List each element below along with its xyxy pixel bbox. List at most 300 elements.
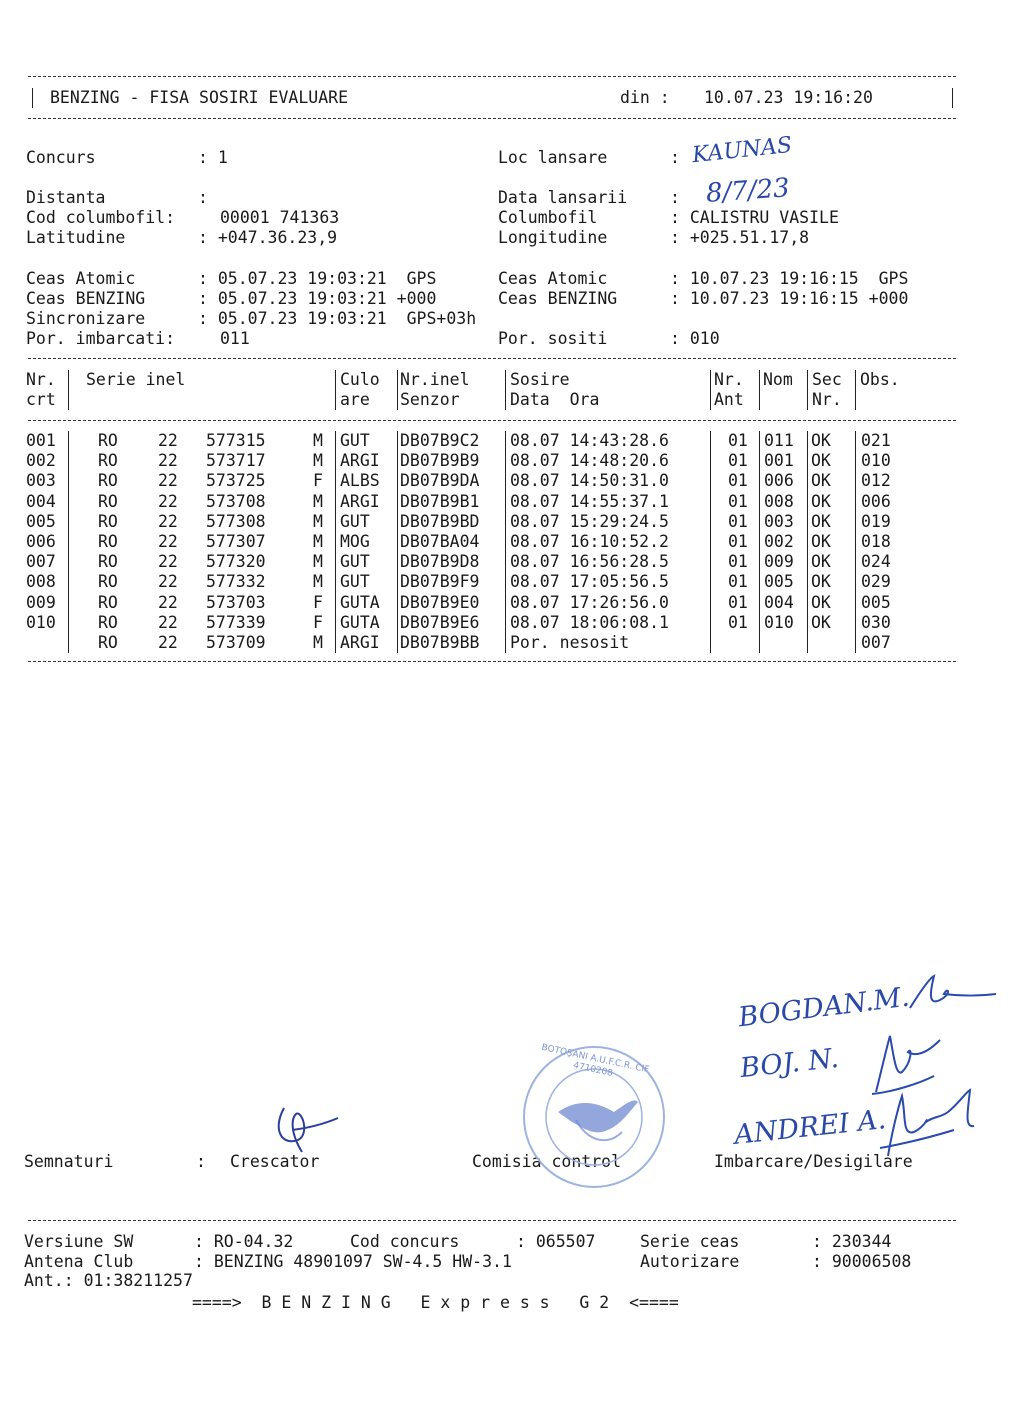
row-separator — [505, 532, 506, 552]
row-separator — [68, 492, 69, 512]
crescator-signature — [262, 1100, 342, 1156]
row-separator — [397, 552, 398, 572]
row-separator — [68, 471, 69, 491]
cell-obs: 005 — [861, 592, 891, 612]
cell-ant: 01 — [728, 511, 748, 531]
imbarcati-value: 011 — [220, 329, 250, 348]
row-separator — [759, 532, 760, 552]
row-separator — [505, 512, 506, 532]
imbarcare-desigilare-label: Imbarcare/Desigilare — [714, 1152, 913, 1171]
signature-bogdan-scribble — [900, 972, 1000, 1022]
row-separator — [710, 572, 711, 592]
header-sep-6 — [759, 370, 760, 410]
cell-sex: M — [313, 633, 323, 652]
cell-an: 22 — [158, 431, 178, 450]
header-sep-4 — [505, 370, 506, 410]
ceas-benzing-end-label: Ceas BENZING — [498, 289, 618, 308]
table-row — [0, 572, 1024, 592]
cell-nom: 001 — [764, 451, 794, 471]
cell-senzor: DB07B9E6 — [400, 612, 480, 632]
cell-obs: 007 — [861, 633, 891, 652]
sositi-label: Por. sositi — [498, 329, 608, 348]
versiune-sw-value: : RO-04.32 — [194, 1232, 294, 1251]
row-separator — [807, 572, 808, 592]
row-separator — [397, 512, 398, 532]
cell-nr: 573708 — [206, 491, 266, 511]
cell-sex: M — [313, 451, 323, 471]
table-row — [0, 532, 1024, 552]
cell-obs: 021 — [861, 431, 891, 450]
antena-club-label: Antena Club — [24, 1252, 134, 1271]
din-label: din : — [620, 88, 670, 107]
cell-culoare: GUT — [340, 572, 370, 592]
cell-culoare: ARGI — [340, 451, 380, 471]
row-separator — [807, 593, 808, 613]
row-separator — [505, 431, 506, 451]
row-separator — [397, 613, 398, 633]
cell-sec: OK — [811, 491, 831, 511]
header-sep-8 — [855, 370, 856, 410]
col-header-nr-ant-line2: Ant — [714, 390, 744, 409]
row-separator — [807, 532, 808, 552]
cell-crt: 001 — [26, 431, 56, 450]
col-header-sosire — [510, 370, 599, 410]
cell-senzor: DB07B9B1 — [400, 491, 480, 511]
row-separator — [505, 451, 506, 471]
cell-nr: 577339 — [206, 612, 266, 632]
col-header-sec — [812, 370, 842, 410]
cell-sosire: 08.07 17:05:56.5 — [510, 572, 669, 592]
cell-sosire: 08.07 14:50:31.0 — [510, 471, 669, 491]
ceas-atomic-start-value: : 05.07.23 19:03:21 GPS — [198, 269, 437, 288]
cell-tara: RO — [98, 471, 118, 491]
row-separator — [505, 572, 506, 592]
row-separator — [759, 512, 760, 532]
cell-nr: 573703 — [206, 592, 266, 612]
row-separator — [759, 431, 760, 451]
header-left-bar — [32, 88, 33, 108]
col-header-culoare-line1: Culo — [340, 370, 380, 389]
semnaturi-label: Semnaturi — [24, 1152, 114, 1171]
cell-crt: 007 — [26, 552, 56, 572]
row-separator — [807, 633, 808, 653]
serie-ceas-label: Serie ceas — [640, 1232, 740, 1251]
row-separator — [710, 492, 711, 512]
concurs-label: Concurs — [26, 148, 96, 167]
cell-senzor: DB07B9BB — [400, 633, 480, 652]
cell-senzor: DB07B9C2 — [400, 431, 480, 450]
row-separator — [505, 633, 506, 653]
cell-obs: 018 — [861, 532, 891, 551]
cell-sec: OK — [811, 532, 831, 551]
row-separator — [397, 532, 398, 552]
table-row — [0, 613, 1024, 633]
row-separator — [759, 572, 760, 592]
cell-sec: OK — [811, 612, 831, 632]
cell-obs: 019 — [861, 511, 891, 531]
cell-sec: OK — [811, 552, 831, 572]
cod-columbofil-value: 00001 741363 — [220, 208, 340, 227]
row-separator — [68, 613, 69, 633]
concurs-value: : 1 — [198, 148, 228, 167]
cell-an: 22 — [158, 532, 178, 551]
cell-nr: 577307 — [206, 532, 266, 551]
cell-ant: 01 — [728, 612, 748, 632]
row-separator — [855, 451, 856, 471]
cell-crt: 005 — [26, 511, 56, 531]
cell-crt: 010 — [26, 612, 56, 632]
versiune-sw-label: Versiune SW — [24, 1232, 134, 1251]
row-separator — [710, 451, 711, 471]
row-separator — [397, 572, 398, 592]
row-separator — [855, 552, 856, 572]
col-header-culoare-line2: are — [340, 390, 370, 409]
cell-senzor: DB07B9F9 — [400, 572, 480, 592]
cell-culoare: GUTA — [340, 592, 380, 612]
row-separator — [759, 613, 760, 633]
col-header-nom: Nom — [763, 370, 793, 389]
row-separator — [710, 613, 711, 633]
sincronizare-value: : 05.07.23 19:03:21 GPS+03h — [198, 309, 477, 328]
cell-ant: 01 — [728, 451, 748, 471]
col-header-nr-ant-line1: Nr. — [714, 370, 744, 389]
header-sep-5 — [710, 370, 711, 410]
cell-sec: OK — [811, 592, 831, 612]
table-row — [0, 451, 1024, 471]
signature-bogdan: BOGDAN.M. — [736, 981, 912, 1034]
sincronizare-label: Sincronizare — [26, 309, 146, 328]
row-separator — [710, 633, 711, 653]
cell-culoare: GUT — [340, 431, 370, 450]
cell-ant: 01 — [728, 572, 748, 592]
cell-senzor: DB07B9E0 — [400, 592, 480, 612]
header-bottom-rule — [28, 118, 956, 119]
cell-sosire: Por. nesosit — [510, 633, 630, 652]
col-header-nr-inel — [400, 370, 470, 410]
row-separator — [807, 471, 808, 491]
cell-nr: 573717 — [206, 451, 266, 471]
row-separator — [807, 552, 808, 572]
cell-an: 22 — [158, 451, 178, 471]
row-separator — [855, 532, 856, 552]
cell-nom: 004 — [764, 592, 794, 612]
longitudine-value: : +025.51.17,8 — [670, 228, 810, 247]
comisia-control-label: Comisia control — [472, 1152, 622, 1171]
cell-obs: 010 — [861, 451, 891, 471]
cell-sosire: 08.07 18:06:08.1 — [510, 612, 669, 632]
cell-culoare: MOG — [340, 532, 370, 551]
cell-culoare: GUT — [340, 511, 370, 531]
cell-sex: M — [313, 491, 323, 511]
cell-crt: 006 — [26, 532, 56, 551]
cell-tara: RO — [98, 572, 118, 592]
stamp-text: BOTOŞANI A.U.F.C.R. CIF 4710208 — [540, 1042, 650, 1079]
cell-culoare: ARGI — [340, 633, 380, 652]
row-separator — [855, 512, 856, 532]
cell-sex: F — [313, 471, 323, 491]
row-separator — [68, 633, 69, 653]
cell-sex: M — [313, 511, 323, 531]
cell-nr: 573709 — [206, 633, 266, 652]
table-row — [0, 552, 1024, 572]
col-header-nr-crt — [26, 370, 56, 410]
row-separator — [397, 633, 398, 653]
distanta-value: : — [198, 188, 208, 207]
cell-senzor: DB07B9DA — [400, 471, 480, 491]
row-separator — [397, 492, 398, 512]
cod-concurs-value: : 065507 — [516, 1232, 596, 1251]
sositi-value: : 010 — [670, 329, 720, 348]
row-separator — [710, 431, 711, 451]
cell-ant: 01 — [728, 592, 748, 612]
cell-sec: OK — [811, 511, 831, 531]
benzing-banner: ====> B E N Z I N G E x p r e s s G 2 <==== — [192, 1293, 679, 1312]
cell-obs: 029 — [861, 572, 891, 592]
row-separator — [855, 471, 856, 491]
cell-sex: M — [313, 431, 323, 450]
row-separator — [759, 451, 760, 471]
cell-tara: RO — [98, 532, 118, 551]
cell-sec: OK — [811, 431, 831, 450]
row-separator — [855, 572, 856, 592]
table-row — [0, 593, 1024, 613]
cell-tara: RO — [98, 633, 118, 652]
cell-an: 22 — [158, 633, 178, 652]
header-sep-7 — [807, 370, 808, 410]
latitudine-value: : +047.36.23,9 — [198, 228, 338, 247]
row-separator — [759, 492, 760, 512]
row-separator — [397, 593, 398, 613]
cell-culoare: GUTA — [340, 612, 380, 632]
cell-nr: 577315 — [206, 431, 266, 450]
cell-nr: 577332 — [206, 572, 266, 592]
cell-tara: RO — [98, 592, 118, 612]
cell-tara: RO — [98, 491, 118, 511]
cell-nr: 577308 — [206, 511, 266, 531]
cell-ant: 01 — [728, 532, 748, 551]
cell-obs: 024 — [861, 552, 891, 572]
distanta-label: Distanta — [26, 188, 106, 207]
row-separator — [505, 613, 506, 633]
cell-sex: F — [313, 592, 323, 612]
cell-nom: 009 — [764, 552, 794, 572]
antena-club-value: : BENZING 48901097 SW-4.5 HW-3.1 — [194, 1252, 512, 1271]
row-separator — [335, 613, 336, 633]
cell-sosire: 08.07 16:10:52.2 — [510, 532, 669, 551]
row-separator — [710, 471, 711, 491]
row-separator — [335, 552, 336, 572]
row-separator — [759, 552, 760, 572]
row-separator — [335, 593, 336, 613]
cell-tara: RO — [98, 511, 118, 531]
cell-an: 22 — [158, 592, 178, 612]
row-separator — [505, 492, 506, 512]
latitudine-label: Latitudine — [26, 228, 126, 247]
row-separator — [855, 633, 856, 653]
row-separator — [855, 431, 856, 451]
cod-concurs-label: Cod concurs — [350, 1232, 460, 1251]
cell-nom: 005 — [764, 572, 794, 592]
cell-obs: 012 — [861, 471, 891, 491]
signature-boj: BOJ. N. — [738, 1042, 841, 1085]
col-header-sec-line2: Nr. — [812, 390, 842, 409]
cell-tara: RO — [98, 431, 118, 450]
table-bottom-rule — [28, 661, 956, 662]
row-separator — [807, 431, 808, 451]
antenna-id: Ant.: 01:38211257 — [24, 1271, 193, 1290]
row-separator — [759, 593, 760, 613]
cell-nom: 010 — [764, 612, 794, 632]
ceas-benzing-start-label: Ceas BENZING — [26, 289, 146, 308]
col-header-nr-crt-line1: Nr. — [26, 370, 56, 389]
imbarcati-label: Por. imbarcati: — [26, 329, 176, 348]
cell-senzor: DB07B9D8 — [400, 552, 480, 572]
cell-nom: 011 — [764, 431, 794, 450]
cell-culoare: ALBS — [340, 471, 380, 491]
cell-crt: 009 — [26, 592, 56, 612]
cell-sex: M — [313, 532, 323, 551]
columbofil-value: : CALISTRU VASILE — [670, 208, 839, 227]
cell-senzor: DB07BA04 — [400, 532, 480, 551]
cell-culoare: ARGI — [340, 491, 380, 511]
cell-an: 22 — [158, 491, 178, 511]
cell-crt: 004 — [26, 491, 56, 511]
row-separator — [855, 613, 856, 633]
semnaturi-sep: : — [196, 1152, 206, 1171]
col-header-serie-inel: Serie inel — [86, 370, 186, 389]
data-lansarii-label: Data lansarii — [498, 188, 628, 207]
row-separator — [68, 451, 69, 471]
cell-senzor: DB07B9B9 — [400, 451, 480, 471]
cell-nr: 577320 — [206, 552, 266, 572]
row-separator — [68, 532, 69, 552]
col-header-nr-inel-line2: Senzor — [400, 390, 460, 409]
table-row — [0, 512, 1024, 532]
row-separator — [710, 512, 711, 532]
loc-lansare-sep: : — [670, 148, 680, 167]
cell-sec: OK — [811, 471, 831, 491]
row-separator — [710, 552, 711, 572]
row-separator — [807, 451, 808, 471]
cell-nr: 573725 — [206, 471, 266, 491]
report-datetime: 10.07.23 19:16:20 — [704, 88, 873, 107]
cell-an: 22 — [158, 552, 178, 572]
cell-ant: 01 — [728, 491, 748, 511]
col-header-sosire-line1: Sosire — [510, 370, 570, 389]
col-header-nr-ant — [714, 370, 744, 410]
header-top-rule — [28, 76, 956, 77]
cell-an: 22 — [158, 471, 178, 491]
col-header-sec-line1: Sec — [812, 370, 842, 389]
cell-obs: 006 — [861, 491, 891, 511]
loc-lansare-handwritten: KAUNAS — [690, 132, 794, 169]
row-separator — [505, 552, 506, 572]
row-separator — [710, 593, 711, 613]
ceas-benzing-start-value: : 05.07.23 19:03:21 +000 — [198, 289, 437, 308]
cell-sex: F — [313, 612, 323, 632]
table-row — [0, 431, 1024, 451]
cell-senzor: DB07B9BD — [400, 511, 480, 531]
table-row — [0, 633, 1024, 653]
autorizare-value: : 90006508 — [812, 1252, 912, 1271]
row-separator — [807, 512, 808, 532]
cell-an: 22 — [158, 572, 178, 592]
row-separator — [68, 431, 69, 451]
row-separator — [68, 552, 69, 572]
row-separator — [335, 431, 336, 451]
cell-culoare: GUT — [340, 552, 370, 572]
cell-sec: OK — [811, 451, 831, 471]
cell-nom: 006 — [764, 471, 794, 491]
row-separator — [335, 572, 336, 592]
row-separator — [807, 613, 808, 633]
cod-columbofil-label: Cod columbofil: — [26, 208, 176, 227]
cell-crt: 008 — [26, 572, 56, 592]
cell-tara: RO — [98, 552, 118, 572]
table-row — [0, 492, 1024, 512]
cell-sosire: 08.07 16:56:28.5 — [510, 552, 669, 572]
cell-crt: 003 — [26, 471, 56, 491]
signature-andrei: ANDREI A. — [732, 1104, 888, 1151]
cell-ant: 01 — [728, 471, 748, 491]
serie-ceas-value: : 230344 — [812, 1232, 892, 1251]
table-row — [0, 471, 1024, 491]
row-separator — [397, 451, 398, 471]
row-separator — [807, 492, 808, 512]
signature-andrei-scribble — [868, 1086, 986, 1166]
cell-an: 22 — [158, 511, 178, 531]
header-sep-3 — [397, 370, 398, 410]
header-sep-1 — [68, 370, 69, 410]
row-separator — [855, 593, 856, 613]
row-separator — [855, 492, 856, 512]
report-title: BENZING - FISA SOSIRI EVALUARE — [50, 88, 349, 107]
header-sep-2 — [335, 370, 336, 410]
longitudine-label: Longitudine — [498, 228, 608, 247]
row-separator — [335, 633, 336, 653]
row-separator — [335, 512, 336, 532]
cell-sosire: 08.07 17:26:56.0 — [510, 592, 669, 612]
row-separator — [335, 532, 336, 552]
row-separator — [68, 572, 69, 592]
row-separator — [505, 471, 506, 491]
row-separator — [335, 451, 336, 471]
cell-nom: 003 — [764, 511, 794, 531]
row-separator — [397, 431, 398, 451]
table-top-rule — [28, 358, 956, 359]
ceas-atomic-end-value: : 10.07.23 19:16:15 GPS — [670, 269, 909, 288]
cell-nom: 008 — [764, 491, 794, 511]
row-separator — [759, 471, 760, 491]
crescator-label: Crescator — [230, 1152, 320, 1171]
table-header-rule — [28, 420, 956, 421]
cell-sosire: 08.07 14:55:37.1 — [510, 491, 669, 511]
cell-crt: 002 — [26, 451, 56, 471]
cell-an: 22 — [158, 612, 178, 632]
row-separator — [505, 593, 506, 613]
row-separator — [335, 471, 336, 491]
col-header-culoare — [340, 370, 380, 410]
cell-sosire: 08.07 14:48:20.6 — [510, 451, 669, 471]
row-separator — [68, 593, 69, 613]
loc-lansare-label: Loc lansare — [498, 148, 608, 167]
row-separator — [759, 633, 760, 653]
cell-tara: RO — [98, 451, 118, 471]
data-lansarii-handwritten: 8/7/23 — [705, 173, 791, 209]
cell-sosire: 08.07 15:29:24.5 — [510, 511, 669, 531]
ceas-atomic-end-label: Ceas Atomic — [498, 269, 608, 288]
autorizare-label: Autorizare — [640, 1252, 740, 1271]
